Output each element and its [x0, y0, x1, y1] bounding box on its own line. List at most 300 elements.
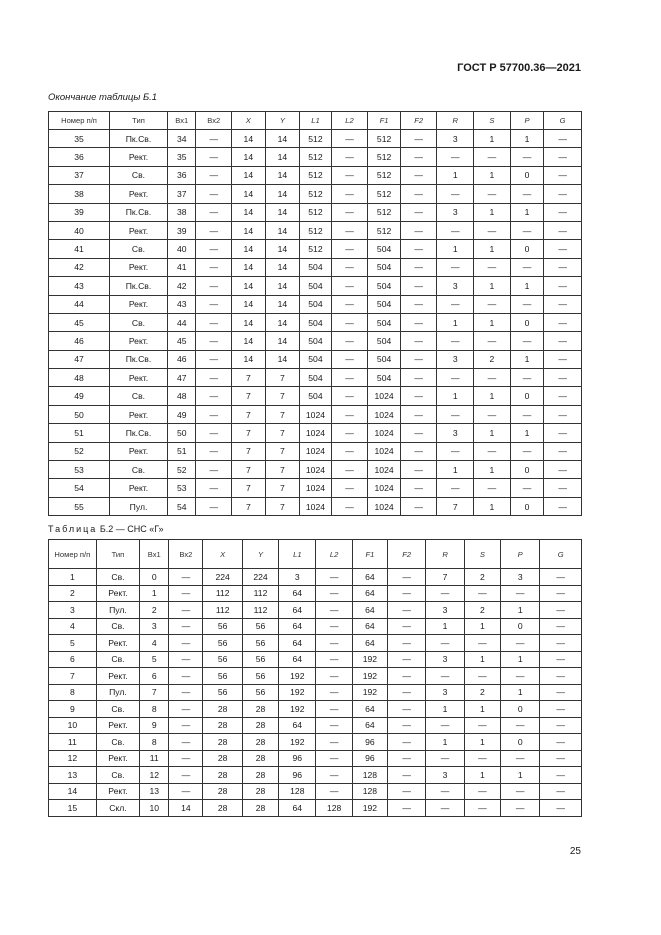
column-header: P: [501, 540, 540, 569]
table-cell: —: [388, 635, 426, 652]
table-cell: 47: [49, 350, 110, 368]
table-cell: 1: [464, 734, 500, 751]
table-cell: 8: [140, 701, 169, 718]
table-row: [49, 717, 582, 734]
table-cell: 504: [300, 369, 332, 387]
table-cell: 48: [49, 369, 110, 387]
table-cell: —: [464, 783, 500, 800]
table-cell: —: [388, 767, 426, 784]
table-cell: 3: [426, 602, 464, 619]
table-cell: —: [540, 717, 582, 734]
table-cell: 14: [265, 185, 300, 203]
table-cell: —: [316, 651, 352, 668]
table-cell: —: [316, 684, 352, 701]
table-cell: —: [544, 148, 582, 166]
table-cell: —: [400, 332, 437, 350]
table-cell: 2: [474, 350, 511, 368]
table-cell: —: [437, 295, 474, 313]
table-cell: —: [400, 479, 437, 497]
table-cell: 1: [437, 166, 474, 184]
table-cell: Пк.Св.: [110, 277, 168, 295]
table-cell: —: [400, 258, 437, 276]
table-cell: 112: [203, 585, 242, 602]
table-cell: —: [544, 479, 582, 497]
table-cell: —: [510, 148, 544, 166]
table-cell: 4: [140, 635, 169, 652]
table-cell: —: [540, 734, 582, 751]
table-cell: 44: [49, 295, 110, 313]
table-cell: —: [474, 332, 511, 350]
table-cell: —: [474, 405, 511, 423]
table-cell: 7: [232, 369, 266, 387]
table-cell: —: [331, 424, 368, 442]
table-cell: 6: [140, 668, 169, 685]
table-cell: —: [196, 387, 232, 405]
table-row: [49, 203, 582, 221]
table-cell: —: [388, 618, 426, 635]
table-cell: 8: [140, 734, 169, 751]
table-cell: 14: [265, 350, 300, 368]
table-cell: —: [474, 148, 511, 166]
table-cell: 14: [265, 295, 300, 313]
table-cell: 504: [368, 332, 401, 350]
table-cell: 47: [167, 369, 195, 387]
table-cell: —: [196, 461, 232, 479]
table-cell: 192: [279, 734, 316, 751]
table-cell: 9: [140, 717, 169, 734]
table-cell: —: [316, 668, 352, 685]
table-cell: 14: [265, 166, 300, 184]
table-cell: 1: [474, 240, 511, 258]
table-row: [49, 350, 582, 368]
column-header: G: [544, 112, 582, 130]
table-cell: 7: [265, 479, 300, 497]
table-cell: 7: [232, 461, 266, 479]
table-cell: —: [331, 240, 368, 258]
table-cell: —: [331, 295, 368, 313]
table-cell: —: [540, 618, 582, 635]
table-cell: 56: [242, 651, 278, 668]
table-cell: 1024: [300, 424, 332, 442]
table-cell: —: [474, 295, 511, 313]
table-cell: —: [544, 332, 582, 350]
table-cell: —: [510, 442, 544, 460]
table-cell: —: [501, 783, 540, 800]
table-cell: 15: [49, 800, 97, 817]
table-cell: 50: [49, 405, 110, 423]
table-cell: 12: [49, 750, 97, 767]
table-2-caption: [48, 524, 164, 534]
table-cell: 28: [242, 783, 278, 800]
table-cell: 7: [232, 497, 266, 515]
table-cell: —: [196, 221, 232, 239]
table-cell: 192: [279, 668, 316, 685]
table-cell: —: [196, 479, 232, 497]
table-row: [49, 258, 582, 276]
column-header: X: [203, 540, 242, 569]
table-cell: —: [464, 635, 500, 652]
column-header: X: [232, 112, 266, 130]
table-cell: 64: [352, 618, 387, 635]
table-cell: —: [540, 800, 582, 817]
table-cell: 14: [232, 295, 266, 313]
table-cell: —: [316, 767, 352, 784]
table-2-caption-label: Таблица: [48, 524, 98, 534]
table-cell: —: [331, 221, 368, 239]
table-cell: 512: [300, 166, 332, 184]
table-b1: [48, 111, 582, 516]
table-cell: Св.: [110, 240, 168, 258]
table-cell: 10: [49, 717, 97, 734]
table-cell: Рект.: [110, 148, 168, 166]
table-cell: 64: [352, 585, 387, 602]
table-cell: 7: [265, 497, 300, 515]
table-cell: 512: [300, 148, 332, 166]
table-cell: —: [501, 717, 540, 734]
table-cell: 49: [167, 405, 195, 423]
table-row: [49, 369, 582, 387]
table-cell: 56: [203, 684, 242, 701]
table-cell: —: [540, 635, 582, 652]
table-cell: Пул.: [96, 602, 140, 619]
table-cell: —: [540, 783, 582, 800]
table-cell: —: [544, 277, 582, 295]
table-cell: 42: [167, 277, 195, 295]
table-cell: 1024: [300, 497, 332, 515]
table-cell: —: [388, 651, 426, 668]
table-cell: 4: [49, 618, 97, 635]
table-cell: —: [331, 185, 368, 203]
table-cell: 3: [437, 203, 474, 221]
table-cell: 1: [501, 651, 540, 668]
table-cell: 56: [203, 651, 242, 668]
table-cell: 14: [265, 313, 300, 331]
table-cell: —: [544, 130, 582, 148]
table-cell: 64: [352, 717, 387, 734]
column-header: L2: [316, 540, 352, 569]
table-cell: —: [400, 387, 437, 405]
table-cell: —: [501, 635, 540, 652]
table-cell: 192: [279, 701, 316, 718]
table-cell: 1: [426, 701, 464, 718]
table-cell: 0: [501, 734, 540, 751]
table-row: [49, 277, 582, 295]
table-cell: —: [331, 387, 368, 405]
table-cell: Св.: [110, 461, 168, 479]
table-cell: —: [540, 668, 582, 685]
table-row: [49, 734, 582, 751]
table-cell: 45: [167, 332, 195, 350]
table-cell: —: [464, 668, 500, 685]
table-cell: —: [510, 369, 544, 387]
table-row: [49, 635, 582, 652]
table-cell: 224: [203, 569, 242, 586]
table-cell: 64: [279, 717, 316, 734]
table-cell: —: [196, 258, 232, 276]
table-cell: —: [169, 717, 203, 734]
table-cell: —: [544, 203, 582, 221]
table-row: [49, 783, 582, 800]
column-header: F2: [400, 112, 437, 130]
table-cell: —: [426, 783, 464, 800]
table-cell: Рект.: [110, 442, 168, 460]
table-cell: 96: [279, 767, 316, 784]
table-cell: 28: [242, 701, 278, 718]
table-cell: Рект.: [110, 258, 168, 276]
table-cell: 40: [49, 221, 110, 239]
table-cell: 1024: [368, 461, 401, 479]
table-cell: 64: [279, 635, 316, 652]
table-cell: Рект.: [110, 369, 168, 387]
table-cell: —: [510, 258, 544, 276]
table-cell: 13: [49, 767, 97, 784]
table-cell: 14: [232, 277, 266, 295]
table-cell: 0: [501, 701, 540, 718]
table-cell: —: [331, 369, 368, 387]
table-cell: —: [437, 221, 474, 239]
table-cell: 7: [265, 461, 300, 479]
table-cell: 504: [368, 277, 401, 295]
table-cell: —: [196, 369, 232, 387]
table-cell: 7: [426, 569, 464, 586]
table-cell: Св.: [96, 767, 140, 784]
table-cell: —: [426, 635, 464, 652]
table-cell: —: [169, 635, 203, 652]
table-cell: —: [540, 684, 582, 701]
table-cell: —: [426, 717, 464, 734]
table-cell: 1: [474, 313, 511, 331]
table-cell: Пк.Св.: [110, 424, 168, 442]
table-cell: —: [316, 734, 352, 751]
table-cell: 6: [49, 651, 97, 668]
table-cell: —: [388, 602, 426, 619]
table-row: [49, 618, 582, 635]
table-cell: —: [544, 369, 582, 387]
table-cell: 504: [368, 350, 401, 368]
table-cell: Рект.: [96, 585, 140, 602]
table-cell: Св.: [96, 618, 140, 635]
table-cell: 128: [279, 783, 316, 800]
table-cell: —: [544, 258, 582, 276]
table-cell: —: [400, 405, 437, 423]
table-row: [49, 767, 582, 784]
table-row: [49, 569, 582, 586]
column-header: Y: [265, 112, 300, 130]
column-header: Номер п/п: [49, 540, 97, 569]
table-cell: —: [316, 635, 352, 652]
standard-designation: ГОСТ Р 57700.36—2021: [457, 62, 581, 74]
table-row: [49, 602, 582, 619]
table-cell: 39: [49, 203, 110, 221]
table-cell: 2: [464, 684, 500, 701]
table-cell: —: [388, 717, 426, 734]
table-body: [49, 569, 582, 817]
table-cell: Рект.: [110, 479, 168, 497]
table-cell: 7: [265, 442, 300, 460]
table-cell: 28: [203, 783, 242, 800]
table-cell: —: [388, 684, 426, 701]
table-cell: 7: [232, 387, 266, 405]
table-cell: —: [316, 783, 352, 800]
table-cell: 1: [140, 585, 169, 602]
table-cell: —: [437, 405, 474, 423]
table-cell: 504: [368, 369, 401, 387]
table-cell: 504: [300, 350, 332, 368]
table-cell: —: [400, 240, 437, 258]
table-cell: —: [169, 750, 203, 767]
table-cell: 5: [49, 635, 97, 652]
table-cell: —: [544, 221, 582, 239]
table-cell: —: [196, 203, 232, 221]
table-cell: —: [400, 461, 437, 479]
table-cell: —: [169, 668, 203, 685]
table-cell: 192: [352, 651, 387, 668]
table-cell: —: [464, 800, 500, 817]
table-cell: 14: [265, 203, 300, 221]
table-cell: —: [544, 350, 582, 368]
table-cell: —: [400, 313, 437, 331]
table-cell: 1: [501, 767, 540, 784]
table-cell: —: [540, 750, 582, 767]
table-cell: 7: [232, 424, 266, 442]
table-row: [49, 442, 582, 460]
table-cell: 14: [265, 130, 300, 148]
table-cell: 43: [167, 295, 195, 313]
table-cell: 64: [279, 800, 316, 817]
table-cell: 10: [140, 800, 169, 817]
table-cell: 1: [464, 618, 500, 635]
table-cell: —: [400, 185, 437, 203]
table-cell: 1: [426, 734, 464, 751]
table-cell: 112: [203, 602, 242, 619]
column-header: S: [464, 540, 500, 569]
table-cell: —: [437, 442, 474, 460]
table-cell: —: [501, 800, 540, 817]
table-row: [49, 130, 582, 148]
table-cell: —: [316, 701, 352, 718]
table-header-row: [49, 112, 582, 130]
table-cell: 1024: [300, 461, 332, 479]
table-cell: 1024: [368, 387, 401, 405]
table-cell: Рект.: [110, 405, 168, 423]
table-cell: 0: [510, 240, 544, 258]
table-cell: 28: [242, 800, 278, 817]
table-cell: 0: [510, 166, 544, 184]
table-cell: —: [169, 684, 203, 701]
table-cell: 14: [232, 130, 266, 148]
table-cell: 13: [140, 783, 169, 800]
column-header: Y: [242, 540, 278, 569]
table-header-row: [49, 540, 582, 569]
table-cell: 512: [368, 166, 401, 184]
table-cell: 56: [242, 684, 278, 701]
table-cell: 35: [167, 148, 195, 166]
table-cell: —: [331, 258, 368, 276]
table-cell: —: [400, 497, 437, 515]
table-cell: 35: [49, 130, 110, 148]
table-cell: Скл.: [96, 800, 140, 817]
table-cell: 1: [510, 350, 544, 368]
table-cell: 56: [242, 635, 278, 652]
table-cell: 504: [300, 387, 332, 405]
table-cell: —: [510, 221, 544, 239]
table-cell: 512: [300, 130, 332, 148]
table-row: [49, 148, 582, 166]
table-cell: —: [544, 387, 582, 405]
table-cell: 512: [368, 185, 401, 203]
column-header: S: [474, 112, 511, 130]
table-cell: —: [510, 295, 544, 313]
table-cell: —: [474, 479, 511, 497]
column-header: Тип: [110, 112, 168, 130]
table-cell: —: [474, 442, 511, 460]
table-cell: —: [196, 424, 232, 442]
column-header: L1: [279, 540, 316, 569]
table-cell: —: [400, 295, 437, 313]
table-cell: 5: [140, 651, 169, 668]
table-cell: 49: [49, 387, 110, 405]
table-cell: —: [544, 185, 582, 203]
table-cell: 1: [474, 461, 511, 479]
table-cell: 28: [242, 734, 278, 751]
column-header: G: [540, 540, 582, 569]
table-cell: 1: [464, 701, 500, 718]
table-cell: —: [544, 405, 582, 423]
table-cell: 1: [437, 240, 474, 258]
table-cell: 64: [352, 602, 387, 619]
table-cell: Св.: [110, 166, 168, 184]
table-cell: 56: [242, 618, 278, 635]
table-cell: —: [196, 332, 232, 350]
table-cell: 1024: [368, 405, 401, 423]
table-cell: 504: [300, 258, 332, 276]
table-cell: —: [169, 767, 203, 784]
table-cell: 504: [368, 313, 401, 331]
table-cell: 2: [464, 569, 500, 586]
table-cell: 1: [474, 277, 511, 295]
table-cell: —: [388, 701, 426, 718]
table-cell: —: [169, 651, 203, 668]
table-cell: —: [169, 602, 203, 619]
table-cell: 504: [300, 277, 332, 295]
table-cell: 64: [352, 701, 387, 718]
table-body: [49, 130, 582, 516]
column-header: Вх2: [196, 112, 232, 130]
table-cell: 1024: [368, 497, 401, 515]
table-cell: 1: [510, 203, 544, 221]
table-cell: 112: [242, 602, 278, 619]
table-cell: 37: [167, 185, 195, 203]
table-cell: —: [331, 350, 368, 368]
table-cell: —: [540, 767, 582, 784]
table-cell: —: [540, 569, 582, 586]
table-cell: 11: [140, 750, 169, 767]
table-cell: —: [544, 497, 582, 515]
table-cell: 14: [232, 221, 266, 239]
table-cell: 128: [352, 767, 387, 784]
table-row: [49, 424, 582, 442]
table-cell: 48: [167, 387, 195, 405]
table-cell: 1: [49, 569, 97, 586]
table-row: [49, 750, 582, 767]
table-cell: —: [544, 424, 582, 442]
table-cell: 3: [49, 602, 97, 619]
table-cell: 504: [368, 258, 401, 276]
column-header: L2: [331, 112, 368, 130]
table-cell: 192: [352, 668, 387, 685]
table-cell: —: [388, 800, 426, 817]
table-cell: 3: [426, 767, 464, 784]
